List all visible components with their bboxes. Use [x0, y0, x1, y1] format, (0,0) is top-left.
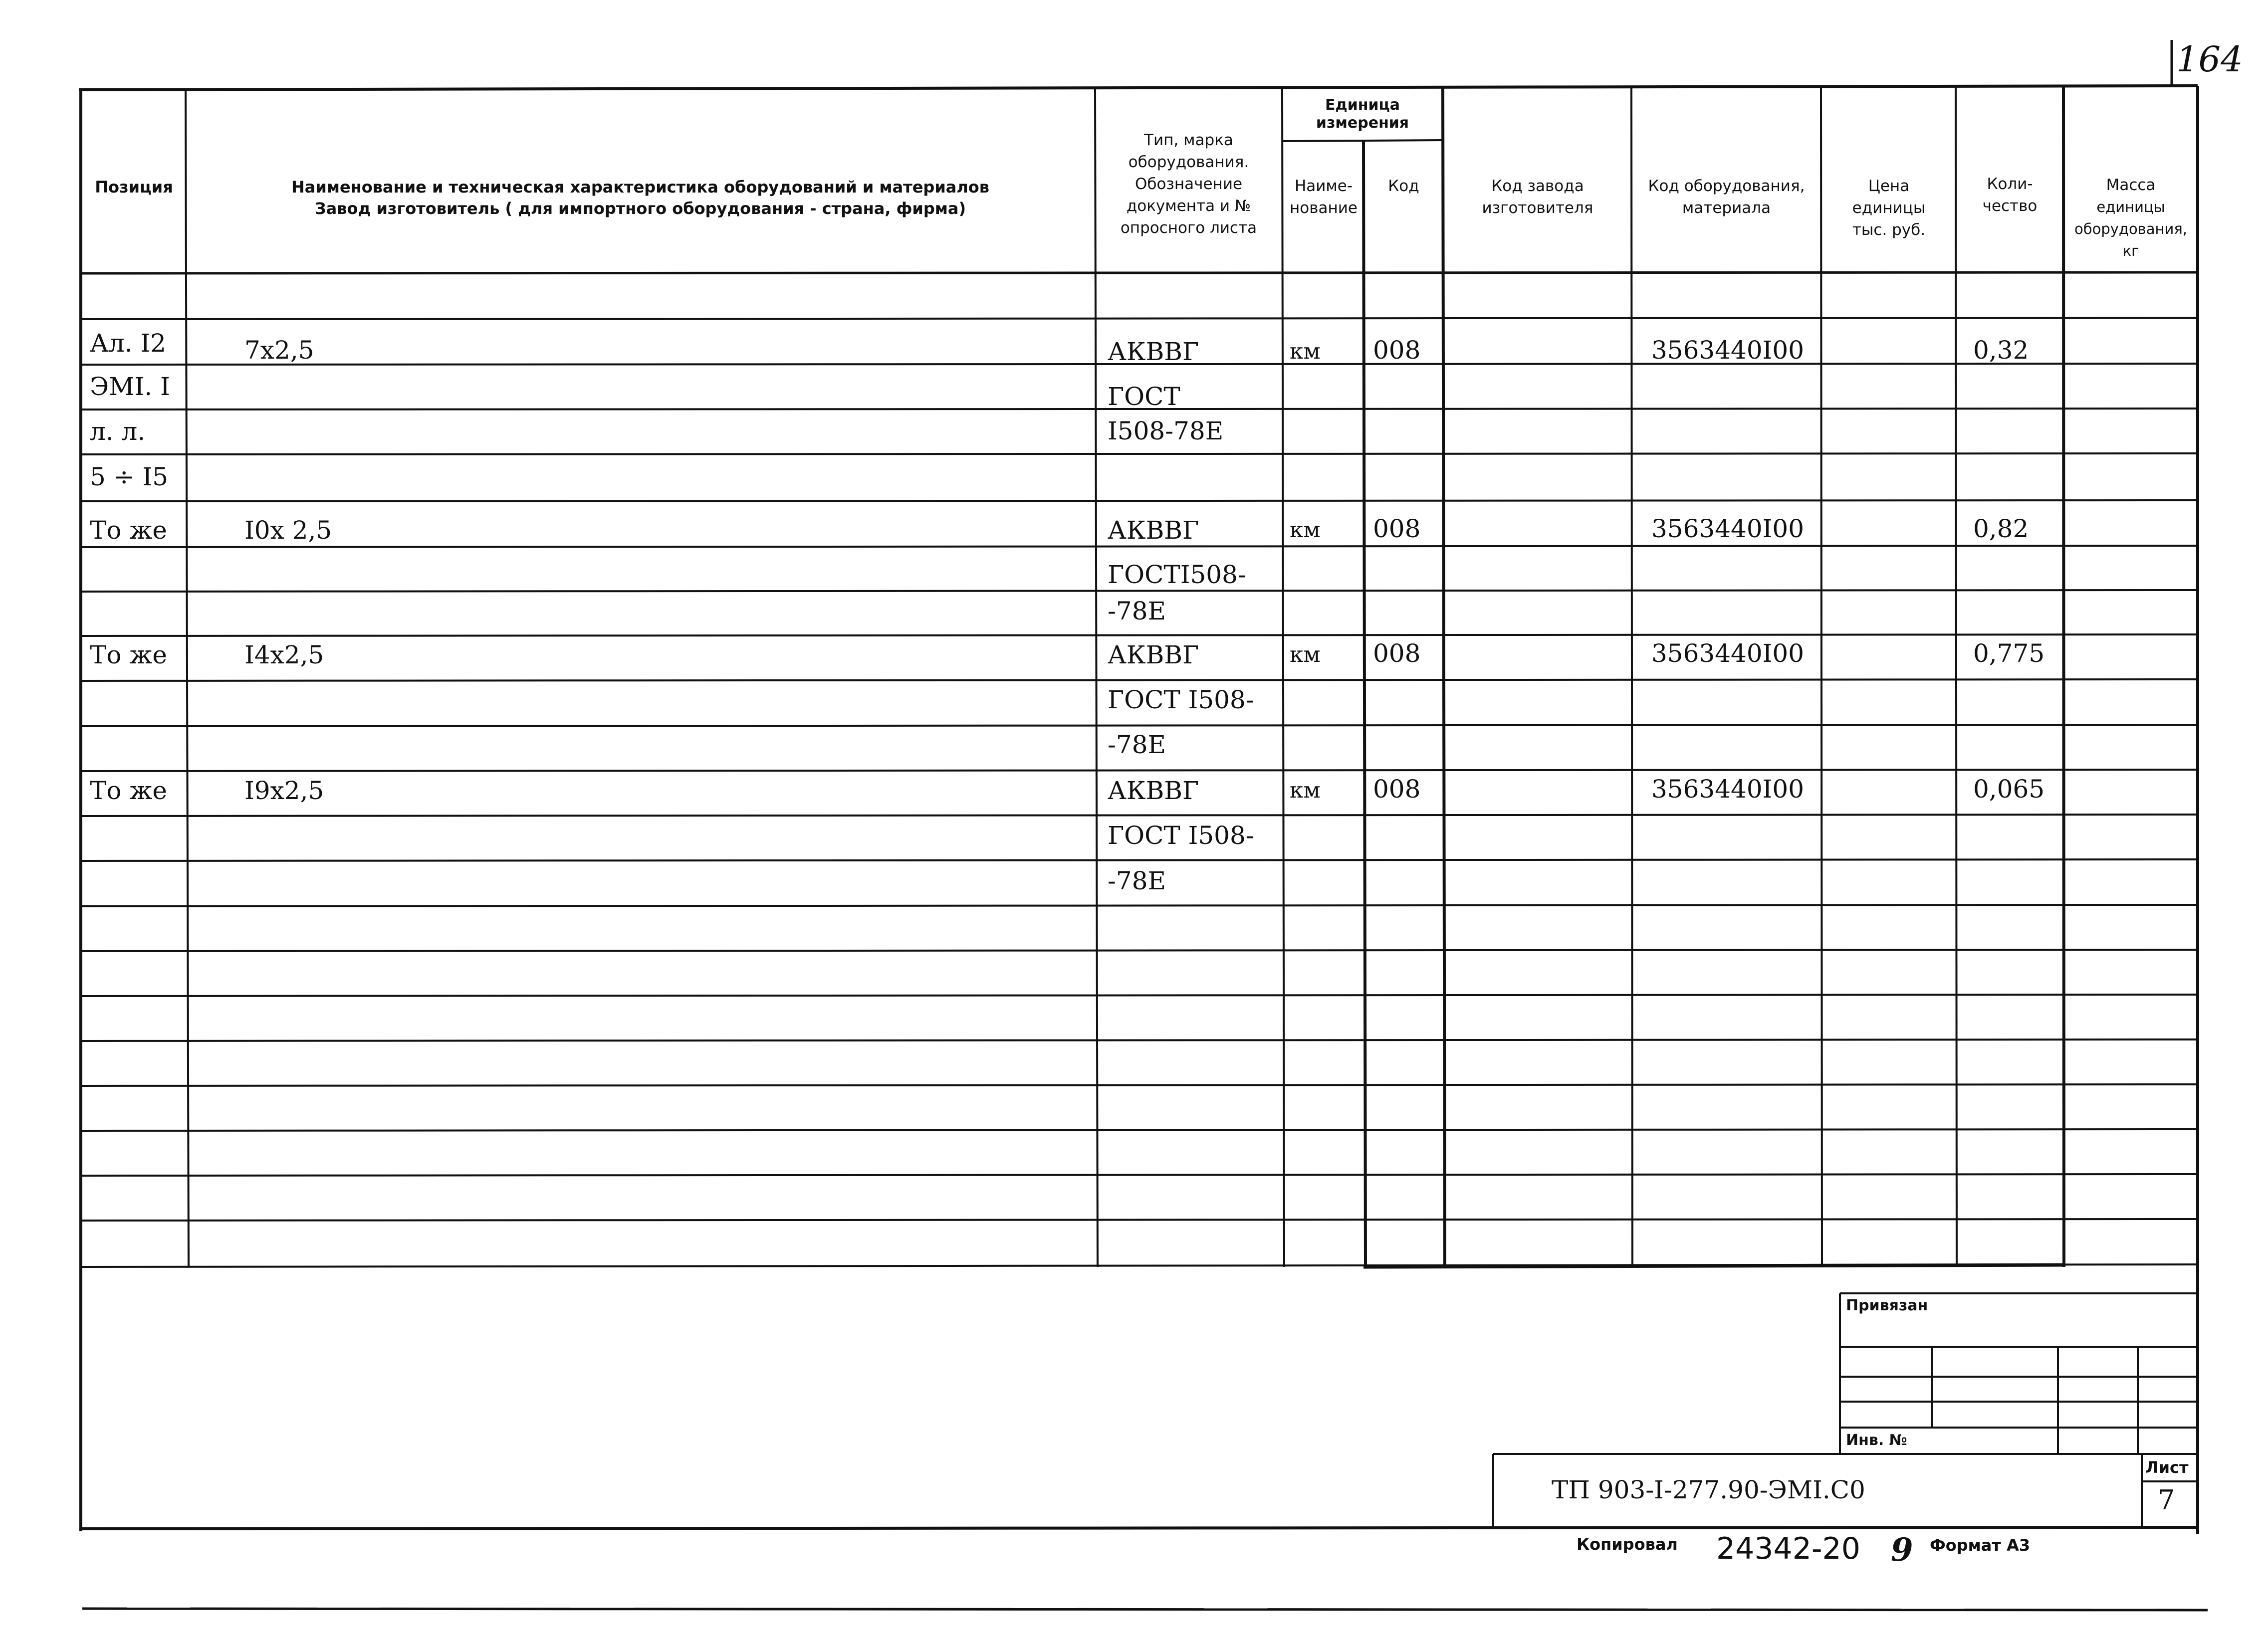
header-price-line3: тыс. руб. [1852, 221, 1926, 239]
cell-qty-row1: 0,32 [1973, 336, 2029, 365]
header-unit-name-line1: Наиме- [1294, 177, 1353, 195]
cell-code-row5: 008 [1373, 514, 1421, 543]
stamp-doc-code: ТП 903-I-277.90-ЭМI.С0 [1552, 1475, 1865, 1504]
cell-code-row11: 008 [1373, 775, 1421, 804]
header-name-line2: Завод изготовитель ( для импортного оборудования - страна, фирма) [314, 199, 966, 218]
stamp-inv-no: Инв. № [1846, 1432, 1907, 1449]
header-name-line1: Наименование и техническая характеристика оборудований и материалов [291, 178, 989, 197]
cell-name-row11: I9х2,5 [244, 776, 324, 805]
cell-type-row5: АКВВГ [1108, 516, 1199, 545]
cell-name-row1: 7х2,5 [244, 336, 314, 365]
page-number: 164 [2176, 39, 2243, 80]
cell-qty-row5: 0,82 [1973, 514, 2029, 543]
header-unit-code: Код [1388, 177, 1419, 195]
cell-equip-row8: 3563440I00 [1651, 639, 1805, 668]
cell-equip-row11: 3563440I00 [1651, 775, 1805, 804]
header-qty-line1: Коли- [1987, 175, 2033, 193]
stamp-privyazan: Привязан [1846, 1297, 1928, 1314]
cell-pos-row11: То же [90, 776, 167, 805]
cell-name-row8: I4х2,5 [244, 640, 324, 669]
cell-type-row3: I508-78Е [1108, 416, 1224, 445]
cell-type-row11: АКВВГ [1108, 776, 1199, 805]
cell-qty-row8: 0,775 [1973, 639, 2045, 668]
cell-pos-row4: 5 ÷ I5 [90, 462, 169, 491]
cell-type-row13: -78Е [1108, 866, 1166, 895]
header-mass-line3: оборудования, [2074, 220, 2188, 237]
header-type-line2: оборудования. [1128, 153, 1249, 171]
cell-type-row10: -78Е [1108, 730, 1166, 759]
header-plant-code-line2: изготовителя [1482, 199, 1593, 217]
cell-type-row9: ГОСТ I508- [1108, 685, 1254, 714]
cell-pos-row1: Ал. I2 [90, 329, 166, 358]
cell-code-row1: 008 [1373, 336, 1421, 365]
header-unit-group-line2: измерения [1316, 114, 1409, 132]
cell-pos-row2: ЭМI. I [90, 372, 170, 401]
footer-copy-number: 24342-20 [1716, 1531, 1860, 1566]
cell-unit-row11: км [1290, 778, 1321, 803]
cell-equip-row5: 3563440I00 [1651, 514, 1805, 543]
cell-unit-row5: км [1290, 517, 1321, 543]
header-type-line4: документа и № [1126, 197, 1251, 215]
cell-qty-row11: 0,065 [1973, 775, 2045, 804]
cell-code-row8: 008 [1373, 639, 1421, 668]
header-plant-code-line1: Код завода [1491, 177, 1584, 195]
header-price-line2: единицы [1852, 199, 1926, 217]
cell-type-row8: АКВВГ [1108, 640, 1199, 669]
cell-type-row1: АКВВГ [1108, 337, 1199, 366]
header-unit-group-line1: Единица [1325, 96, 1400, 114]
header-price-line1: Цена [1868, 177, 1910, 195]
cell-type-row2: ГОСТ [1108, 382, 1180, 411]
header-type-line5: опросного листа [1120, 219, 1257, 237]
header-position: Позиция [95, 178, 173, 197]
footer-copy-suffix: 9 [1891, 1531, 1913, 1569]
cell-type-row7: -78Е [1108, 597, 1166, 625]
header-equip-code-line1: Код оборудования, [1648, 177, 1805, 195]
stamp-sheet-label: Лист [2145, 1458, 2189, 1477]
header-qty-line2: чество [1982, 197, 2038, 215]
cell-pos-row5: То же [90, 516, 167, 545]
header-mass-line2: единицы [2096, 199, 2165, 215]
header-type-line1: Тип, марка [1144, 131, 1233, 149]
header-mass-line1: Масса [2106, 176, 2156, 194]
footer-copied-label: Копировал [1577, 1535, 1678, 1554]
header-mass-line4: кг [2122, 242, 2139, 259]
cell-name-row5: I0х 2,5 [244, 516, 332, 545]
cell-type-row12: ГОСТ I508- [1108, 821, 1254, 850]
cell-unit-row1: км [1290, 339, 1321, 364]
header-unit-name-line2: нование [1290, 199, 1358, 217]
footer-format-label: Формат А3 [1930, 1536, 2031, 1555]
cell-unit-row8: км [1290, 642, 1321, 667]
header-equip-code-line2: материала [1682, 199, 1771, 217]
header-type-line3: Обозначение [1134, 175, 1243, 193]
cell-equip-row1: 3563440I00 [1651, 336, 1805, 365]
cell-pos-row8: То же [90, 640, 167, 669]
cell-type-row6: ГОСТI508- [1108, 560, 1246, 589]
cell-pos-row3: л. л. [90, 417, 146, 446]
stamp-sheet-number: 7 [2158, 1484, 2175, 1516]
